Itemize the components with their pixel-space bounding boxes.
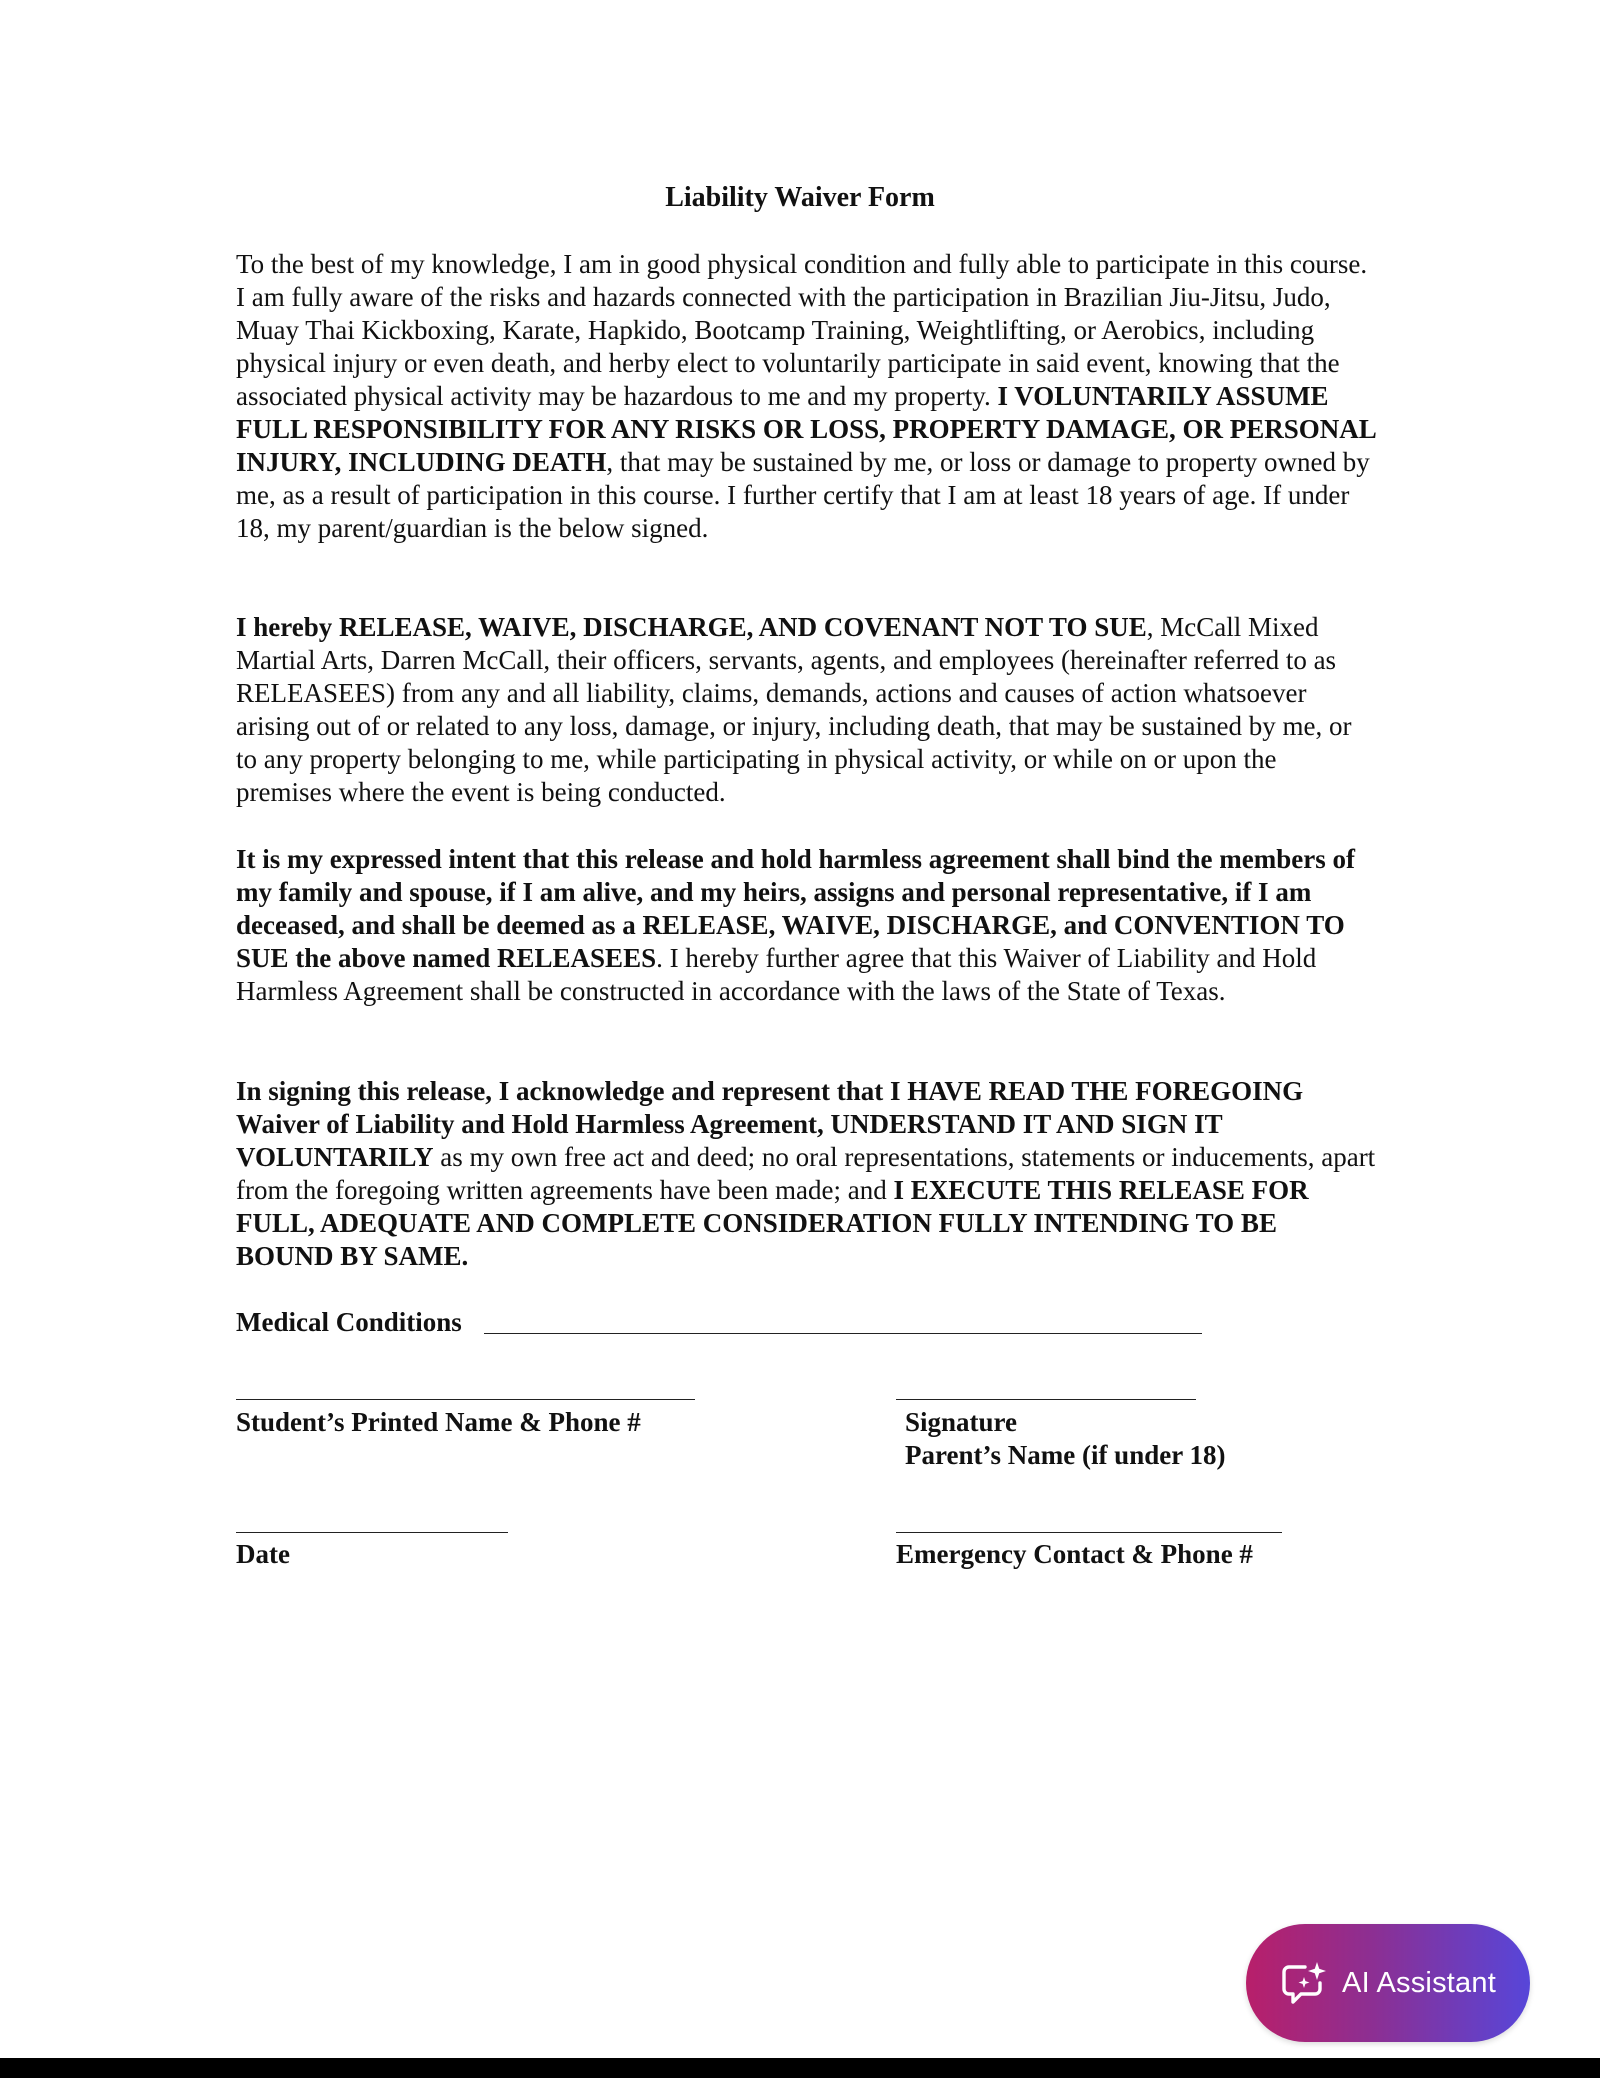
bold-text-run: I VOLUNTARILY ASSUME FULL RESPONSIBILITY FOR ANY RISKS OR LOSS, PROPERTY DAMAGE, OR PERSONAL INJURY, INCLUDING DEATH xyxy=(236,381,1376,477)
text-run: , McCall Mixed Martial Arts, Darren McCall, their officers, servants, agents, and employees (hereinafter referred to as RELEASEES) from any and all liability, claims, demands, actions and causes of action whatsoever arising out of or related to any loss, damage, or injury, including death, that may be sustained by me, or to any property belonging to me, while participating in physical activity, or while on or upon the premises where the event is being conducted. xyxy=(236,612,1352,807)
ai-assistant-label: AI Assistant xyxy=(1342,1966,1496,1999)
date-line xyxy=(236,1532,508,1533)
signature-label: Signature xyxy=(905,1407,1018,1437)
text-run: To the best of my knowledge, I am in good physical condition and fully able to participate in this course. I am fully aware of the risks and hazards connected with the participation in Brazilian Jiu-Jitsu, Judo, Muay Thai Kickboxing, Karate, Hapkido, Bootcamp Training, Weightlifting, or Aerobics, including physical injury or even death, and herby elect to voluntarily participate in said event, knowing that the associated physical activity may be hazardous to me and my property. xyxy=(236,249,1368,411)
medical-conditions-label: Medical Conditions xyxy=(236,1307,462,1337)
date-label: Date xyxy=(236,1539,290,1569)
bold-text-run: It is my expressed intent that this release and hold harmless agreement shall bind the members of my family and spouse, if I am alive, and my heirs, assigns and personal representative, if I am deceased, and shall be deemed as a RELEASE, WAIVE, DISCHARGE, and CONVENTION TO SUE the above named RELEASEES xyxy=(236,844,1355,973)
emergency-contact-label: Emergency Contact & Phone # xyxy=(896,1539,1253,1569)
emergency-contact-line xyxy=(896,1532,1282,1533)
bold-text-run: I hereby RELEASE, WAIVE, DISCHARGE, AND COVENANT NOT TO SUE xyxy=(236,612,1147,642)
bold-text-run: In signing this release, I acknowledge and represent that I HAVE READ THE FOREGOING Waiver of Liability and Hold Harmless Agreement, UNDERSTAND IT AND SIGN IT VOLUNTARILY xyxy=(236,1076,1304,1172)
parent-name-label: Parent’s Name (if under 18) xyxy=(905,1440,1226,1470)
bold-text-run: I EXECUTE THIS RELEASE FOR FULL, ADEQUATE AND COMPLETE CONSIDERATION FULLY INTENDING TO BE BOUND BY SAME. xyxy=(236,1175,1309,1271)
signature-line xyxy=(896,1399,1196,1400)
paragraph-release-waiver xyxy=(236,611,1376,809)
paragraph-assumption-of-risk xyxy=(236,248,1376,545)
ai-assistant-sparkle-chat-icon xyxy=(1280,1960,1328,2006)
text-run: . I hereby further agree that this Waiver of Liability and Hold Harmless Agreement shall be constructed in accordance with the laws of the State of Texas. xyxy=(236,943,1317,1006)
paragraph-expressed-intent xyxy=(236,843,1376,1008)
medical-conditions-line xyxy=(484,1333,1202,1334)
text-run: as my own free act and deed; no oral representations, statements or inducements, apart from the foregoing written agreements have been made; and xyxy=(236,1142,1376,1205)
student-name-line xyxy=(236,1399,695,1400)
paragraph-acknowledgement xyxy=(236,1075,1376,1273)
bottom-edge-bar xyxy=(0,2058,1600,2078)
ai-assistant-button[interactable] xyxy=(1246,1924,1530,2042)
document-title: Liability Waiver Form xyxy=(665,182,935,213)
text-run: , that may be sustained by me, or loss or damage to property owned by me, as a result of participation in this course. I further certify that I am at least 18 years of age. If under 18, my parent/guardian is the below signed. xyxy=(236,447,1370,543)
student-name-phone-label: Student’s Printed Name & Phone # xyxy=(236,1407,641,1437)
